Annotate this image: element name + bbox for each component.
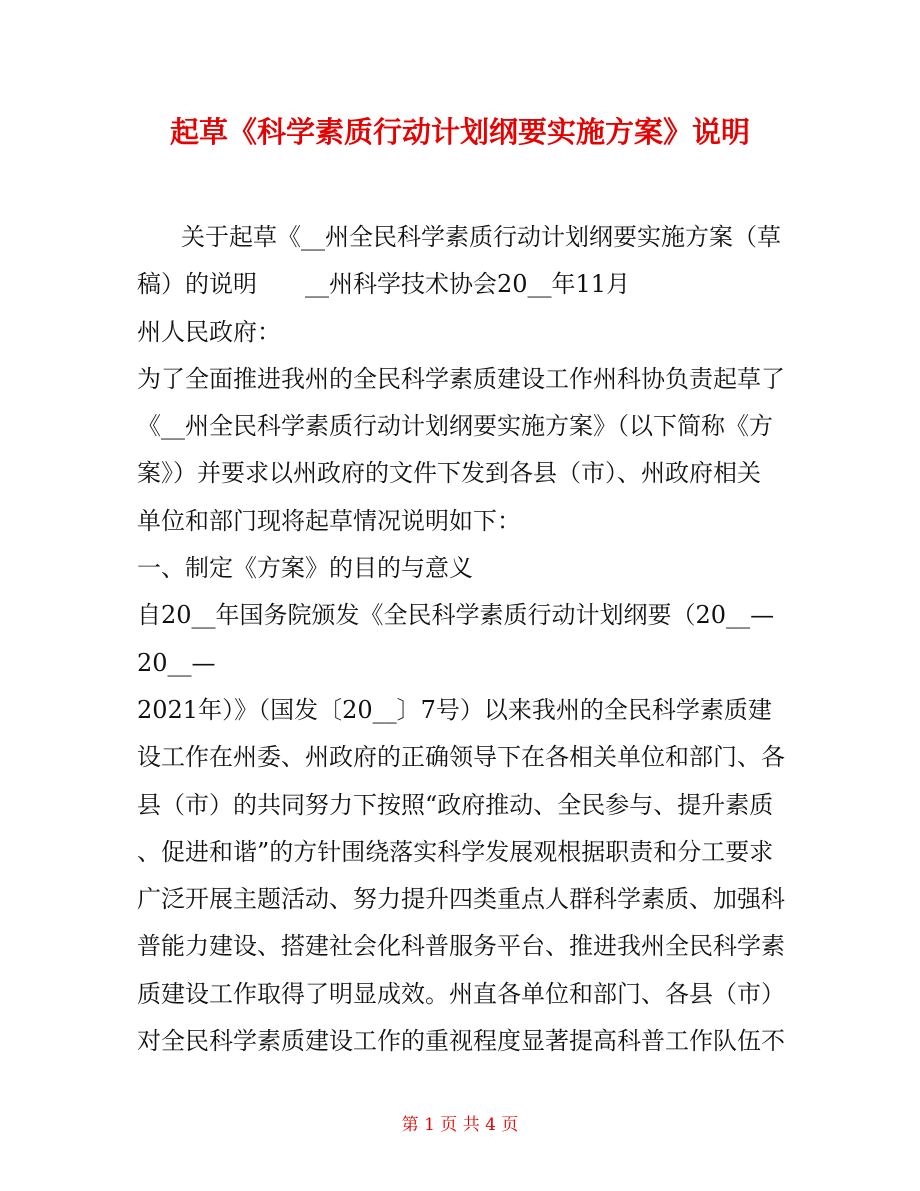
paragraph-line: 质建设工作取得了明显成效。州直各单位和部门、各县（市） xyxy=(137,979,785,1008)
paragraph-line: 州人民政府： xyxy=(137,317,281,346)
paragraph-line: 对全民科学素质建设工作的重视程度显著提高科普工作队伍不 xyxy=(137,1027,785,1056)
document-title: 起草《科学素质行动计划纲要实施方案》说明 xyxy=(169,115,750,149)
paragraph-segment: __州科学技术协会20__年11月 xyxy=(305,270,631,299)
document-body xyxy=(137,214,787,1065)
paragraph-line: 案》）并要求以州政府的文件下发到各县（市）、州政府相关 xyxy=(137,459,761,488)
paragraph-line: 设工作在州委、州政府的正确领导下在各相关单位和部门、各 xyxy=(137,743,785,772)
paragraph-line: 单位和部门现将起草情况说明如下： xyxy=(137,506,521,535)
paragraph-line xyxy=(137,261,787,308)
paragraph-segment: 稿）的说明 xyxy=(137,270,257,299)
paragraph-line: 普能力建设、搭建社会化科普服务平台、推进我州全民科学素 xyxy=(137,932,785,961)
section-heading: 一、制定《方案》的目的与意义 xyxy=(137,554,473,583)
paragraph-line: 自20__年国务院颁发《全民科学素质行动计划纲要（20__— xyxy=(137,601,775,630)
paragraph-line: 为了全面推进我州的全民科学素质建设工作州科协负责起草了 xyxy=(137,364,785,393)
page-number-footer: 第 1 页 共 4 页 xyxy=(401,1115,519,1135)
paragraph-line: 、促进和谐”的方针围绕落实科学发展观根据职责和分工要求 xyxy=(137,837,774,866)
paragraph-line: 县（市）的共同努力下按照“政府推动、全民参与、提升素质 xyxy=(137,790,774,819)
paragraph-line: 关于起草《__州全民科学素质行动计划纲要实施方案（草 xyxy=(181,223,781,251)
paragraph-line: 20__— xyxy=(137,648,216,677)
paragraph-line: 2021年）》（国发〔20__〕7号）以来我州的全民科学素质建 xyxy=(137,695,772,724)
paragraph-line: 广泛开展主题活动、努力提升四类重点人群科学素质、加强科 xyxy=(137,885,785,914)
paragraph-line: 《__州全民科学素质行动计划纲要实施方案》（以下简称《方 xyxy=(137,412,773,441)
